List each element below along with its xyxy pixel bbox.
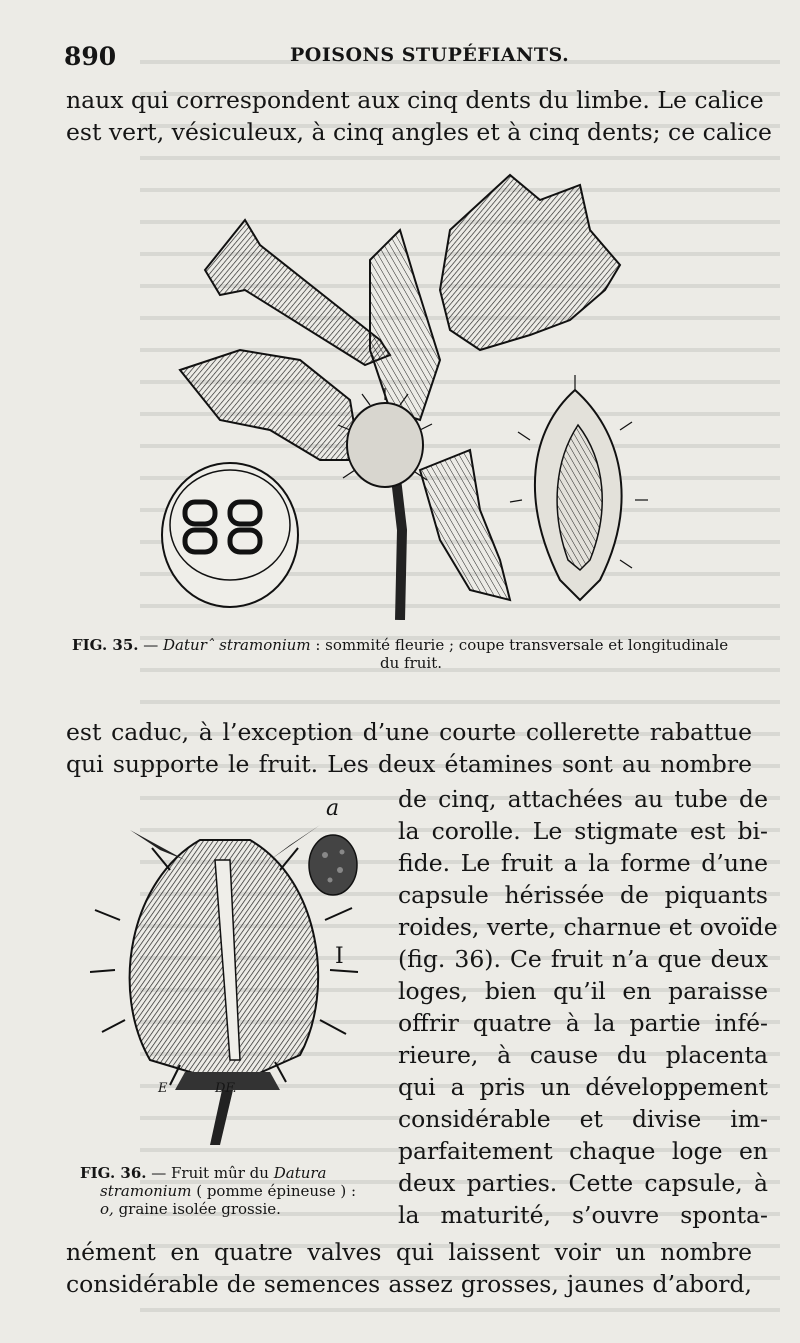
caption-line (80, 1182, 390, 1200)
species-name: stramonium (100, 1182, 192, 1200)
figure-36-label: FIG. 36. (80, 1164, 147, 1182)
species-name: Daturˆ stramonium (163, 636, 311, 654)
text-line: de cinq, attachées au tube de (398, 785, 768, 813)
text-line: est caduc, à l’exception d’une courte collerette rabattue (66, 718, 752, 746)
text-line: qui a pris un développement (398, 1073, 768, 1101)
figure-36-caption (80, 1164, 390, 1218)
text-line: la maturité, s’ouvre sponta- (398, 1201, 768, 1229)
running-title: POISONS STUPÉFIANTS. (290, 44, 570, 66)
text-line: naux qui correspondent aux cinq dents du limbe. Le calice (66, 86, 764, 114)
caption-line (80, 1164, 390, 1182)
figure-35-label: FIG. 35. (72, 636, 139, 654)
seed-marker: o, (100, 1200, 114, 1218)
figure-35-caption (72, 636, 762, 654)
text-line: fide. Le fruit a la forme d’une (398, 849, 768, 877)
label-i: I (335, 944, 344, 969)
label-e: E (158, 1081, 168, 1096)
text-line: rieure, à cause du placenta (398, 1041, 768, 1069)
text-line: loges, bien qu’il en paraisse (398, 977, 768, 1005)
caption-text: graine isolée grossie. (113, 1200, 281, 1218)
caption-dash: — (138, 636, 164, 654)
text-line: considérable et divise im- (398, 1105, 768, 1133)
caption-line (80, 1200, 390, 1218)
text-line: roides, verte, charnue et ovoïde (398, 913, 778, 941)
text-line: parfaitement chaque loge en (398, 1137, 768, 1165)
figure-35-caption-line2: du fruit. (380, 654, 443, 672)
text-line: capsule hérissée de piquants (398, 881, 768, 909)
text-line: qui supporte le fruit. Les deux étamines sont au nombre (66, 750, 752, 778)
text-line: est vert, vésiculeux, à cinq angles et à cinq dents; ce calice (66, 118, 772, 146)
caption-text: : sommité fleurie ; coupe transversale et longitudinale (310, 636, 729, 654)
text-line: deux parties. Cette capsule, à (398, 1169, 768, 1197)
page-header (64, 38, 754, 74)
text-line: offrir quatre à la partie infé- (398, 1009, 768, 1037)
text-line: nément en quatre valves qui laissent voir un nombre (66, 1238, 752, 1266)
figure-36-illustration (90, 796, 390, 1155)
text-line: (fig. 36). Ce fruit n’a que deux (398, 945, 768, 973)
seed-label: a (326, 796, 340, 821)
text-line: la corolle. Le stigmate est bi- (398, 817, 768, 845)
page-number: 890 (64, 42, 117, 71)
caption-text: — Fruit mûr du (146, 1164, 274, 1182)
text-line: considérable de semences assez grosses, jaunes d’abord, (66, 1270, 752, 1298)
label-df: DF. (215, 1081, 237, 1096)
figure-35-illustration (150, 170, 650, 620)
caption-text: ( pomme épineuse ) : (191, 1182, 357, 1200)
genus-name: Datura (273, 1164, 327, 1182)
